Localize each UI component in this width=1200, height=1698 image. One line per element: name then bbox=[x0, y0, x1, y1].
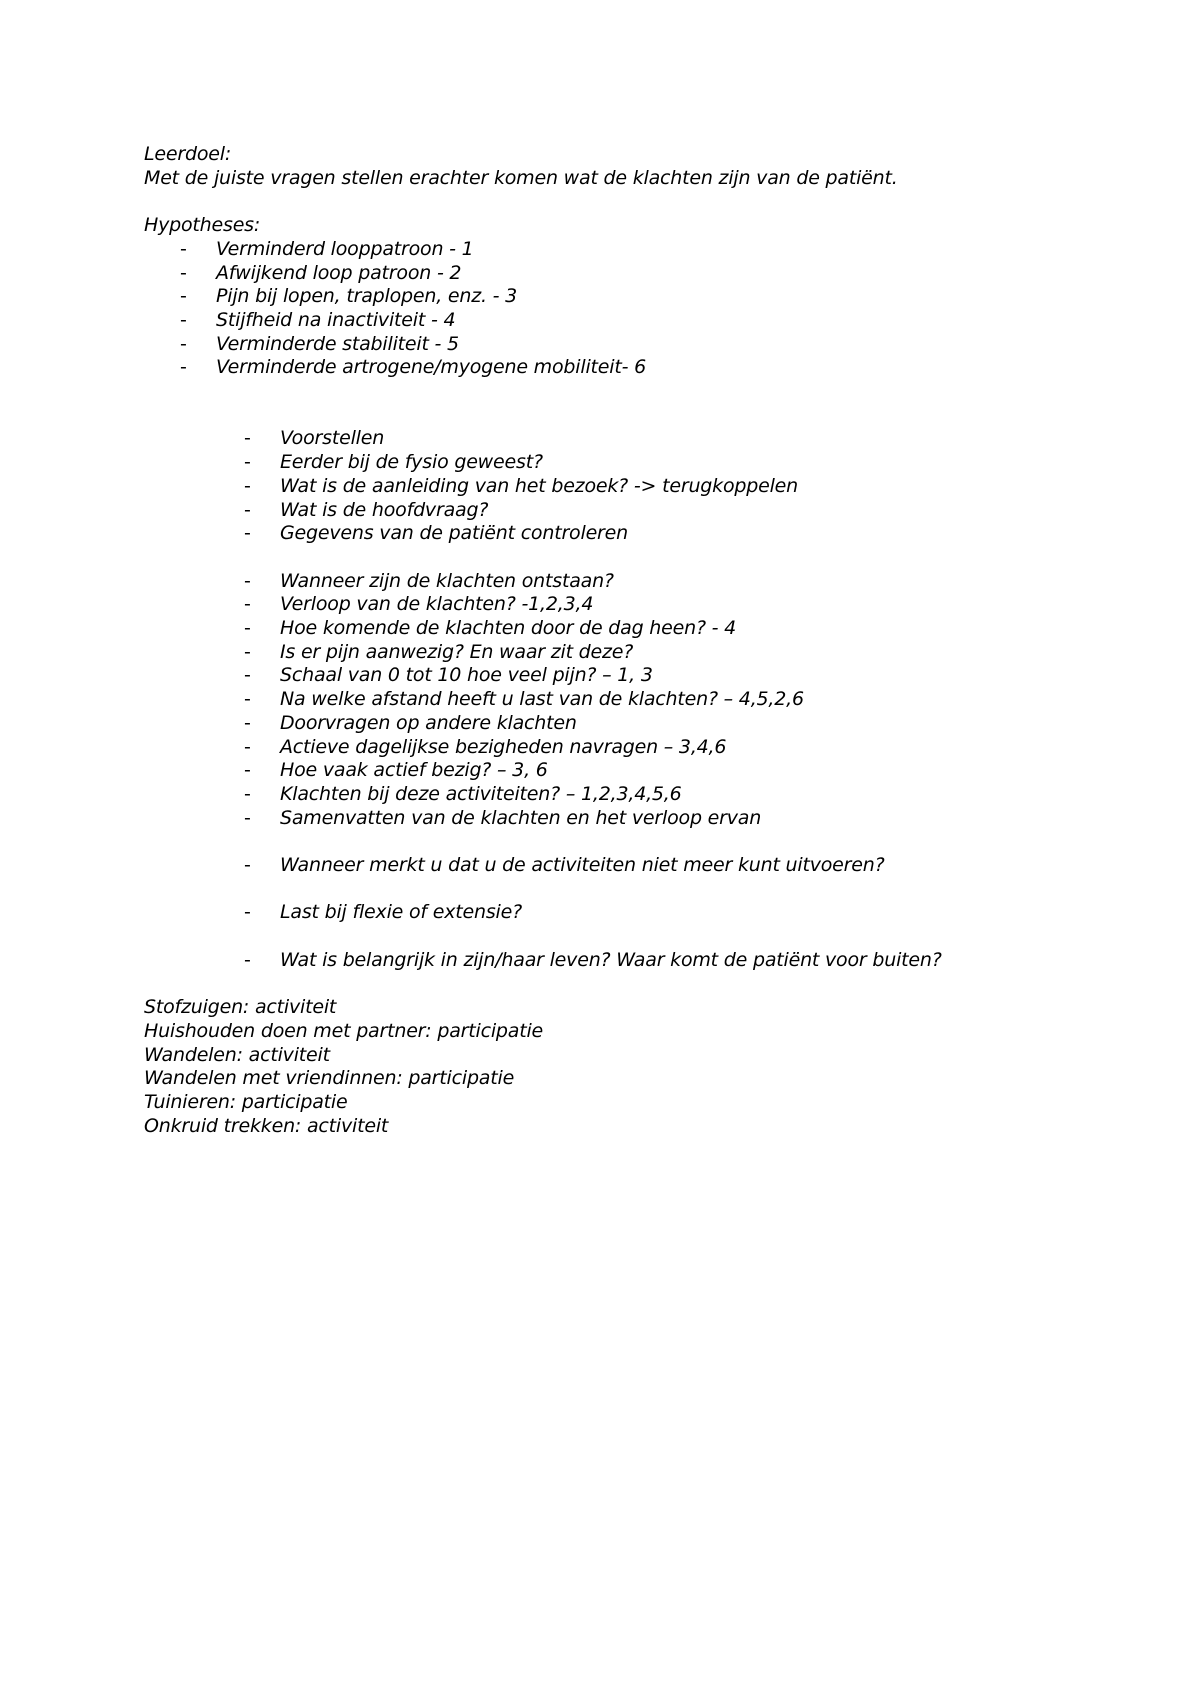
list-item bbox=[144, 570, 1104, 594]
dash-bullet: - bbox=[180, 308, 187, 331]
dash-bullet: - bbox=[244, 806, 251, 829]
question-text: Klachten bij deze activiteiten? – 1,2,3,4,5,6 bbox=[280, 782, 682, 805]
list-item bbox=[144, 901, 1104, 925]
list-item bbox=[144, 854, 1104, 878]
classification-block bbox=[144, 996, 1104, 1138]
classification-line: Wandelen: activiteit bbox=[144, 1043, 330, 1066]
dash-bullet: - bbox=[244, 854, 251, 877]
hypothesis-text: Verminderde artrogene/myogene mobiliteit- 6 bbox=[216, 356, 646, 379]
dash-bullet: - bbox=[244, 948, 251, 971]
list-item bbox=[144, 949, 1104, 973]
question-text: Last bij flexie of extensie? bbox=[280, 901, 523, 924]
list-item bbox=[144, 522, 1104, 546]
list-item bbox=[144, 427, 1104, 451]
list-item bbox=[144, 333, 1104, 357]
question-text: Na welke afstand heeft u last van de klachten? – 4,5,2,6 bbox=[280, 688, 804, 711]
questions-group-intro bbox=[144, 427, 1104, 546]
dash-bullet: - bbox=[180, 261, 187, 284]
spacer bbox=[144, 830, 1104, 854]
question-text: Is er pijn aanwezig? En waar zit deze? bbox=[280, 640, 634, 663]
classification-line: Tuinieren: participatie bbox=[144, 1091, 348, 1114]
spacer bbox=[144, 973, 1104, 997]
spacer bbox=[144, 190, 1104, 214]
spacer bbox=[144, 546, 1104, 570]
hypothesis-text: Stijfheid na inactiviteit - 4 bbox=[216, 308, 456, 331]
list-item bbox=[144, 356, 1104, 380]
question-text: Wat is de hoofdvraag? bbox=[280, 498, 489, 521]
list-item bbox=[144, 688, 1104, 712]
question-text: Schaal van 0 tot 10 hoe veel pijn? – 1, 3 bbox=[280, 664, 653, 687]
dash-bullet: - bbox=[244, 522, 251, 545]
classification-line: Onkruid trekken: activiteit bbox=[144, 1114, 389, 1137]
question-text: Voorstellen bbox=[280, 427, 385, 450]
dash-bullet: - bbox=[180, 356, 187, 379]
hypothesis-text: Pijn bij lopen, traplopen, enz. - 3 bbox=[216, 285, 518, 308]
hypotheses-heading: Hypotheses: bbox=[144, 214, 261, 237]
list-item bbox=[144, 712, 1104, 736]
list-item bbox=[144, 759, 1104, 783]
dash-bullet: - bbox=[244, 782, 251, 805]
questions-single-activities bbox=[144, 854, 1104, 878]
dash-bullet: - bbox=[244, 664, 251, 687]
list-item bbox=[144, 475, 1104, 499]
dash-bullet: - bbox=[244, 427, 251, 450]
questions-single-flexion bbox=[144, 901, 1104, 925]
dash-bullet: - bbox=[244, 474, 251, 497]
spacer bbox=[144, 925, 1104, 949]
dash-bullet: - bbox=[180, 285, 187, 308]
spacer bbox=[144, 878, 1104, 902]
question-text: Gegevens van de patiënt controleren bbox=[280, 522, 628, 545]
question-text: Verloop van de klachten? -1,2,3,4 bbox=[280, 593, 594, 616]
questions-single-life bbox=[144, 949, 1104, 973]
list-item bbox=[144, 285, 1104, 309]
question-text: Wanneer zijn de klachten ontstaan? bbox=[280, 569, 614, 592]
dash-bullet: - bbox=[244, 688, 251, 711]
list-item bbox=[144, 617, 1104, 641]
dash-bullet: - bbox=[244, 711, 251, 734]
hypothesis-text: Verminderde stabiliteit - 5 bbox=[216, 332, 459, 355]
list-item bbox=[144, 783, 1104, 807]
list-item bbox=[144, 451, 1104, 475]
spacer bbox=[144, 380, 1104, 427]
list-item bbox=[144, 238, 1104, 262]
question-text: Actieve dagelijkse bezigheden navragen – 3,4,6 bbox=[280, 735, 727, 758]
list-item bbox=[144, 499, 1104, 523]
question-text: Wat is de aanleiding van het bezoek? -> terugkoppelen bbox=[280, 474, 799, 497]
learning-goal-heading: Leerdoel: bbox=[144, 143, 232, 165]
question-text: Wanneer merkt u dat u de activiteiten niet meer kunt uitvoeren? bbox=[280, 854, 885, 877]
dash-bullet: - bbox=[180, 332, 187, 355]
dash-bullet: - bbox=[244, 735, 251, 758]
hypotheses-list bbox=[144, 238, 1104, 380]
dash-bullet: - bbox=[244, 498, 251, 521]
question-text: Eerder bij de fysio geweest? bbox=[280, 451, 543, 474]
question-text: Samenvatten van de klachten en het verloop ervan bbox=[280, 806, 762, 829]
question-text: Doorvragen op andere klachten bbox=[280, 711, 577, 734]
question-text: Hoe vaak actief bezig? – 3, 6 bbox=[280, 759, 548, 782]
dash-bullet: - bbox=[244, 451, 251, 474]
classification-line: Huishouden doen met partner: participatie bbox=[144, 1019, 544, 1042]
list-item bbox=[144, 807, 1104, 831]
hypothesis-text: Verminderd looppatroon - 1 bbox=[216, 237, 474, 260]
list-item bbox=[144, 736, 1104, 760]
dash-bullet: - bbox=[244, 617, 251, 640]
learning-goal-text: Met de juiste vragen stellen erachter komen wat de klachten zijn van de patiënt. bbox=[144, 166, 898, 189]
list-item bbox=[144, 593, 1104, 617]
question-text: Hoe komende de klachten door de dag heen? - 4 bbox=[280, 617, 737, 640]
dash-bullet: - bbox=[244, 759, 251, 782]
dash-bullet: - bbox=[244, 901, 251, 924]
document-page bbox=[144, 143, 1104, 1138]
list-item bbox=[144, 641, 1104, 665]
dash-bullet: - bbox=[244, 569, 251, 592]
list-item bbox=[144, 262, 1104, 286]
dash-bullet: - bbox=[244, 640, 251, 663]
classification-line: Stofzuigen: activiteit bbox=[144, 996, 337, 1019]
list-item bbox=[144, 309, 1104, 333]
hypothesis-text: Afwijkend loop patroon - 2 bbox=[216, 261, 462, 284]
dash-bullet: - bbox=[244, 593, 251, 616]
classification-line: Wandelen met vriendinnen: participatie bbox=[144, 1067, 515, 1090]
list-item bbox=[144, 664, 1104, 688]
dash-bullet: - bbox=[180, 237, 187, 260]
question-text: Wat is belangrijk in zijn/haar leven? Waar komt de patiënt voor buiten? bbox=[280, 948, 942, 971]
questions-group-complaints bbox=[144, 570, 1104, 831]
